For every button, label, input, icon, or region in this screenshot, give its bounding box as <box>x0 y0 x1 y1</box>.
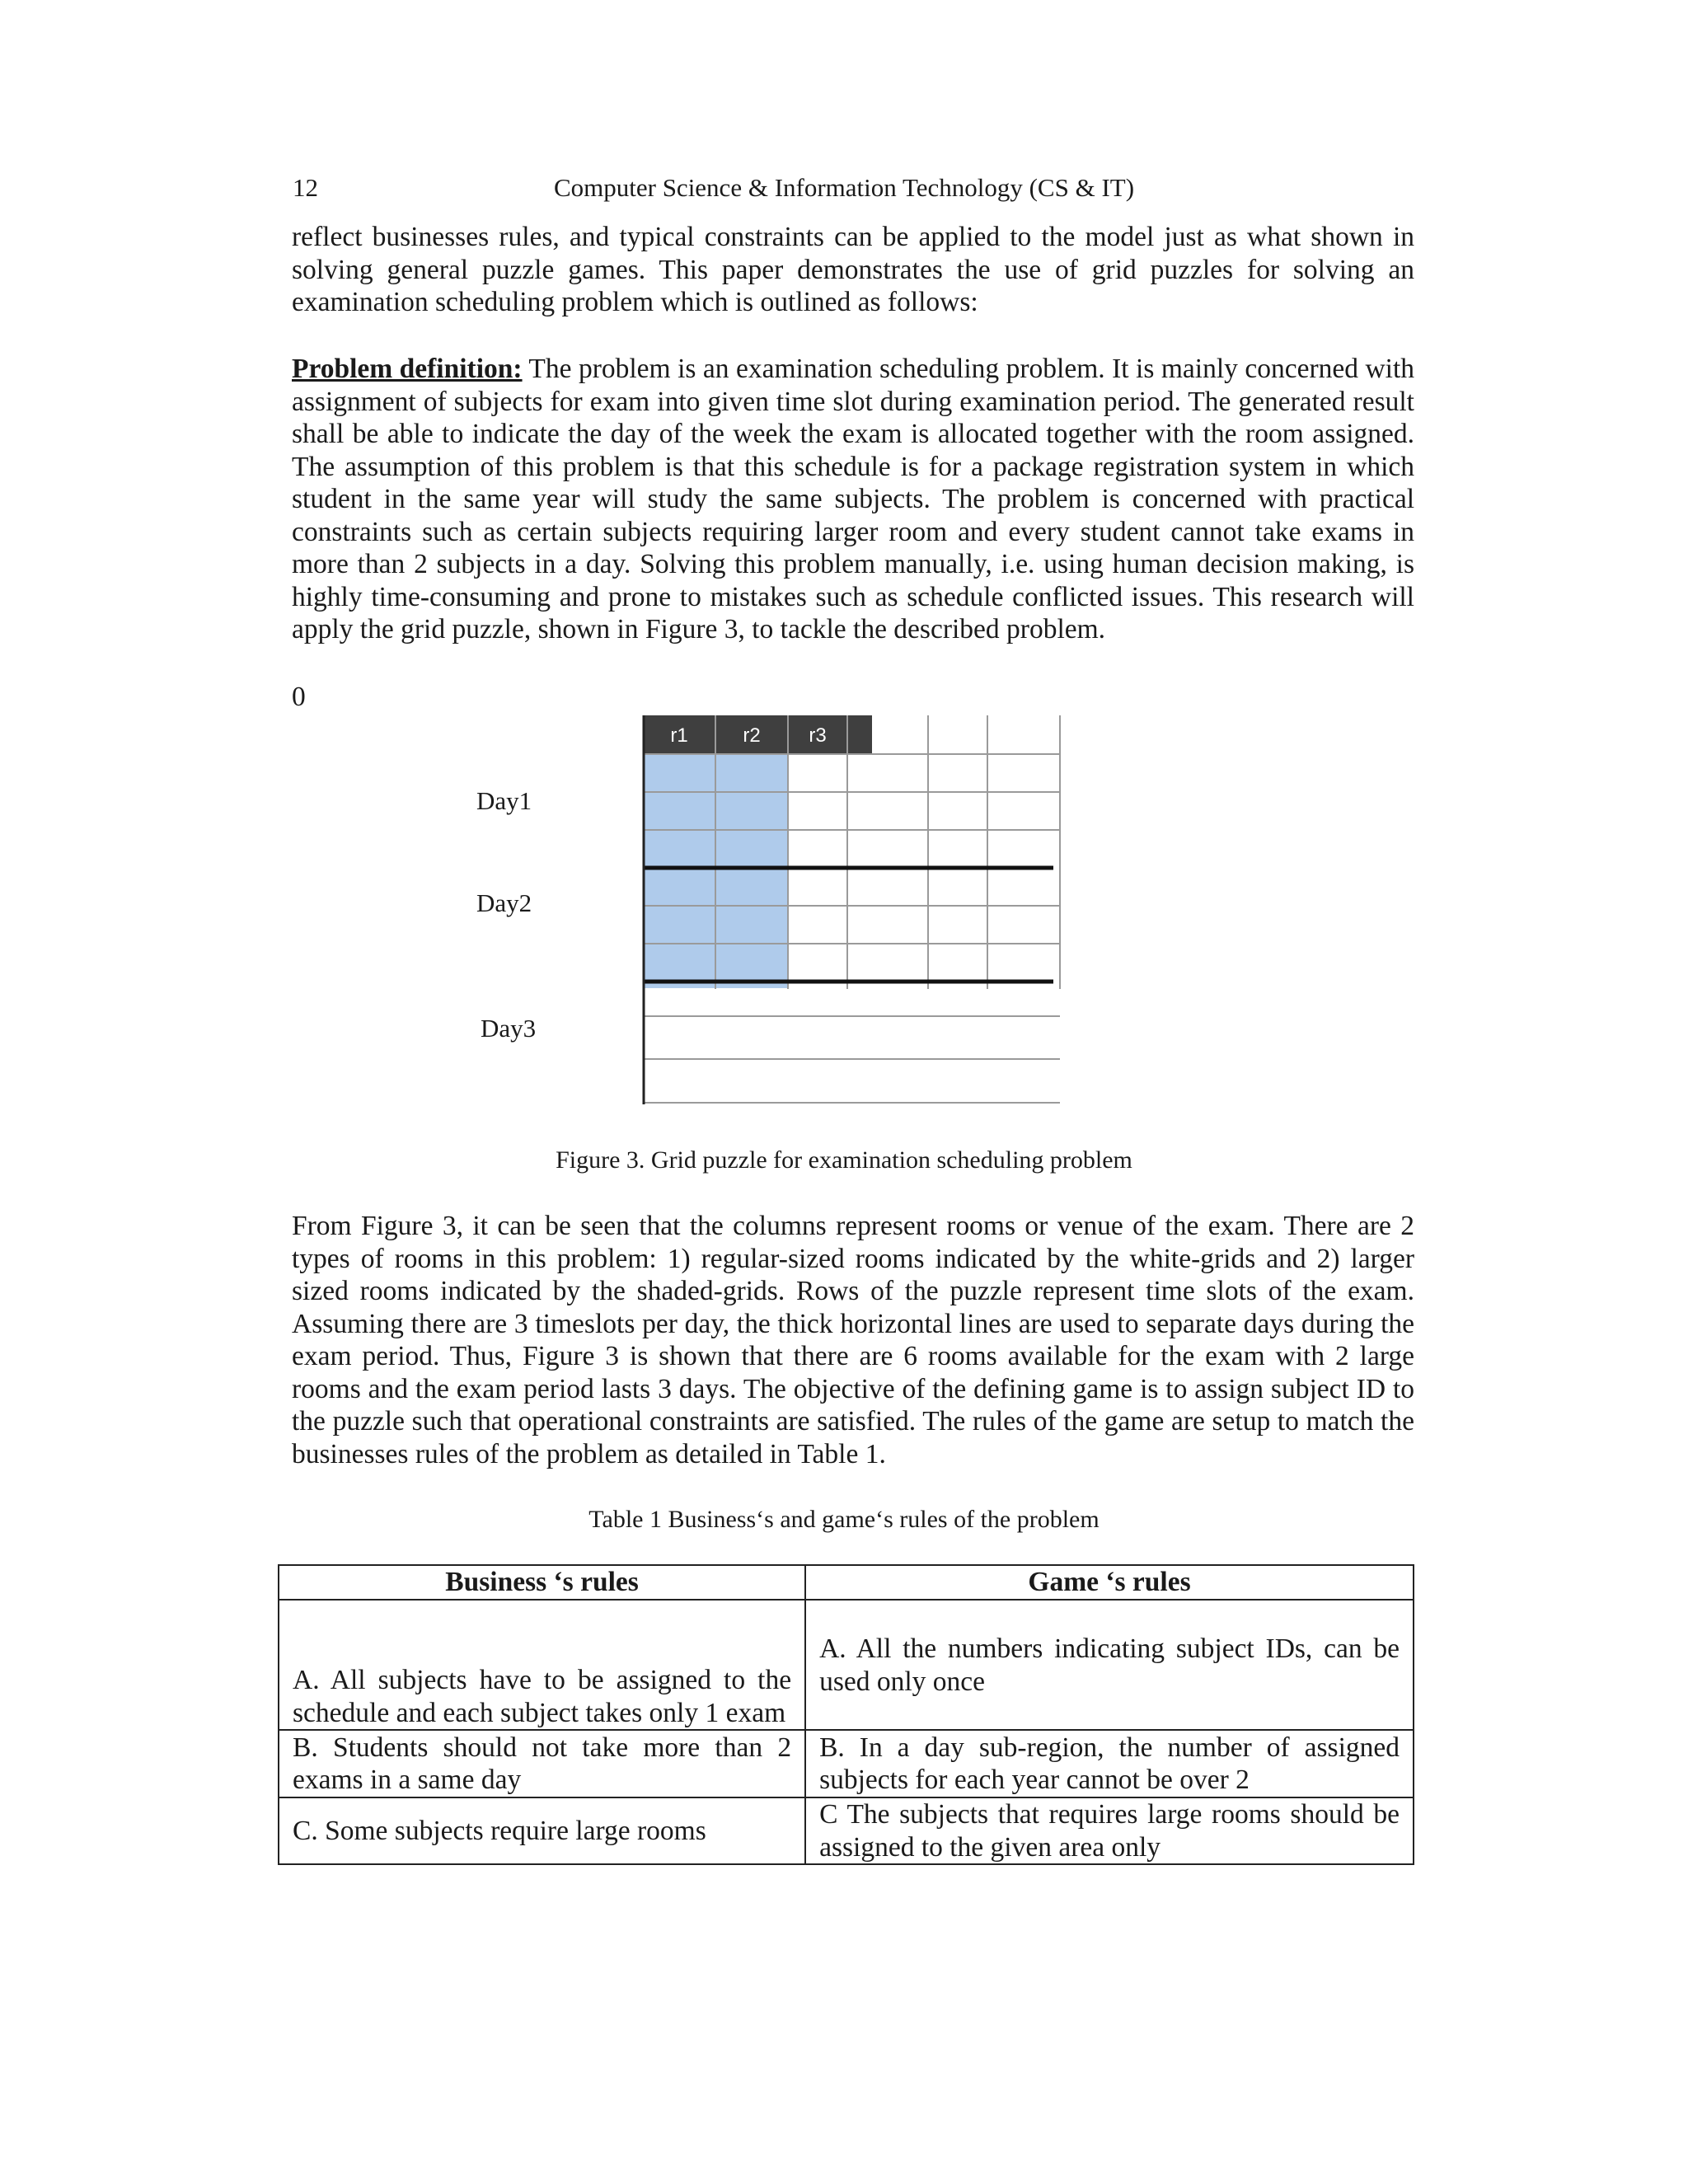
table-row <box>279 1600 1414 1730</box>
problem-definition-paragraph <box>292 353 1414 646</box>
table-header-game: Game ‘s rules <box>805 1565 1414 1600</box>
room-label-r5: r5 <box>949 724 967 747</box>
table-row <box>279 1730 1414 1797</box>
page-number: 12 <box>293 173 318 202</box>
day-label-1: Day1 <box>476 786 532 815</box>
rules-table <box>278 1564 1414 1865</box>
table-row <box>279 1797 1414 1864</box>
room-label-r1: r1 <box>670 724 688 747</box>
table-cell: A. All the numbers indicating subject IDs, can be used only once <box>805 1600 1414 1730</box>
day-label-3: Day3 <box>481 1014 537 1043</box>
table-cell: B. Students should not take more than 2 exams in a same day <box>279 1730 805 1797</box>
stray-zero: 0 <box>292 682 306 712</box>
room-label-r6: r6 <box>1015 724 1033 747</box>
room-label-r3: r3 <box>809 724 827 747</box>
intro-paragraph: reflect businesses rules, and typical constraints can be applied to the model just as what shown in solving general puzzle games. This paper demonstrates the use of grid puzzles for solving an examination scheduling problem which is outlined as follows: <box>292 222 1414 317</box>
problem-definition-text: The problem is an examination scheduling problem. It is mainly concerned with assignment of subjects for exam into given time slot during examination period. The generated result shall be able to indicate the day of the week the exam is allocated together with the room assigned. The assumption of this problem is that this schedule is for a package registration system in which student in the same year will study the same subjects. The problem is concerned with practical constraints such as certain subjects requiring larger room and every student cannot take exams in more than 2 subjects in a day. Solving this problem manually, i.e. using human decision making, is highly time-consuming and prone to mistakes such as schedule conflicted issues. This research will apply the grid puzzle, shown in Figure 3, to tackle the described problem. <box>292 354 1415 644</box>
table-header-row <box>279 1565 1414 1600</box>
grid-puzzle-figure <box>635 709 1063 1113</box>
problem-definition-label: Problem definition: <box>292 354 523 384</box>
table-cell: B. In a day sub-region, the number of assigned subjects for each year cannot be over 2 <box>805 1730 1414 1797</box>
day-label-2: Day2 <box>476 888 532 917</box>
figure-caption: Figure 3. Grid puzzle for examination scheduling problem <box>556 1146 1132 1174</box>
table-header-business: Business ‘s rules <box>279 1565 805 1600</box>
table-caption: Table 1 Business‘s and game‘s rules of the problem <box>588 1506 1100 1533</box>
explanation-paragraph: From Figure 3, it can be seen that the columns represent rooms or venue of the exam. There are 2 types of rooms in this problem: 1) regular-sized rooms indicated by the white-grids and 2) larger sized rooms indicated by the shaded-grids. Rows of the puzzle represent time slots of the exam. Assuming there are 3 timeslots per day, the thick horizontal lines are used to separate days during the exam period. Thus, Figure 3 is shown that there are 6 rooms available for the exam with 2 large rooms and the exam period lasts 3 days. The objective of the defining game is to assign subject ID to the puzzle such that operational constraints are satisfied. The rules of the game are setup to match the businesses rules of the problem as detailed in Table 1. <box>292 1211 1414 1469</box>
room-label-r2: r2 <box>743 724 761 747</box>
table-cell: A. All subjects have to be assigned to the schedule and each subject takes only 1 exam <box>279 1600 805 1730</box>
table-cell: C The subjects that requires large rooms should be assigned to the given area only <box>805 1797 1414 1864</box>
running-header: Computer Science & Information Technology (CS & IT) <box>553 173 1135 202</box>
room-label-r4: r4 <box>879 724 897 747</box>
table-cell: C. Some subjects require large rooms <box>279 1797 805 1864</box>
